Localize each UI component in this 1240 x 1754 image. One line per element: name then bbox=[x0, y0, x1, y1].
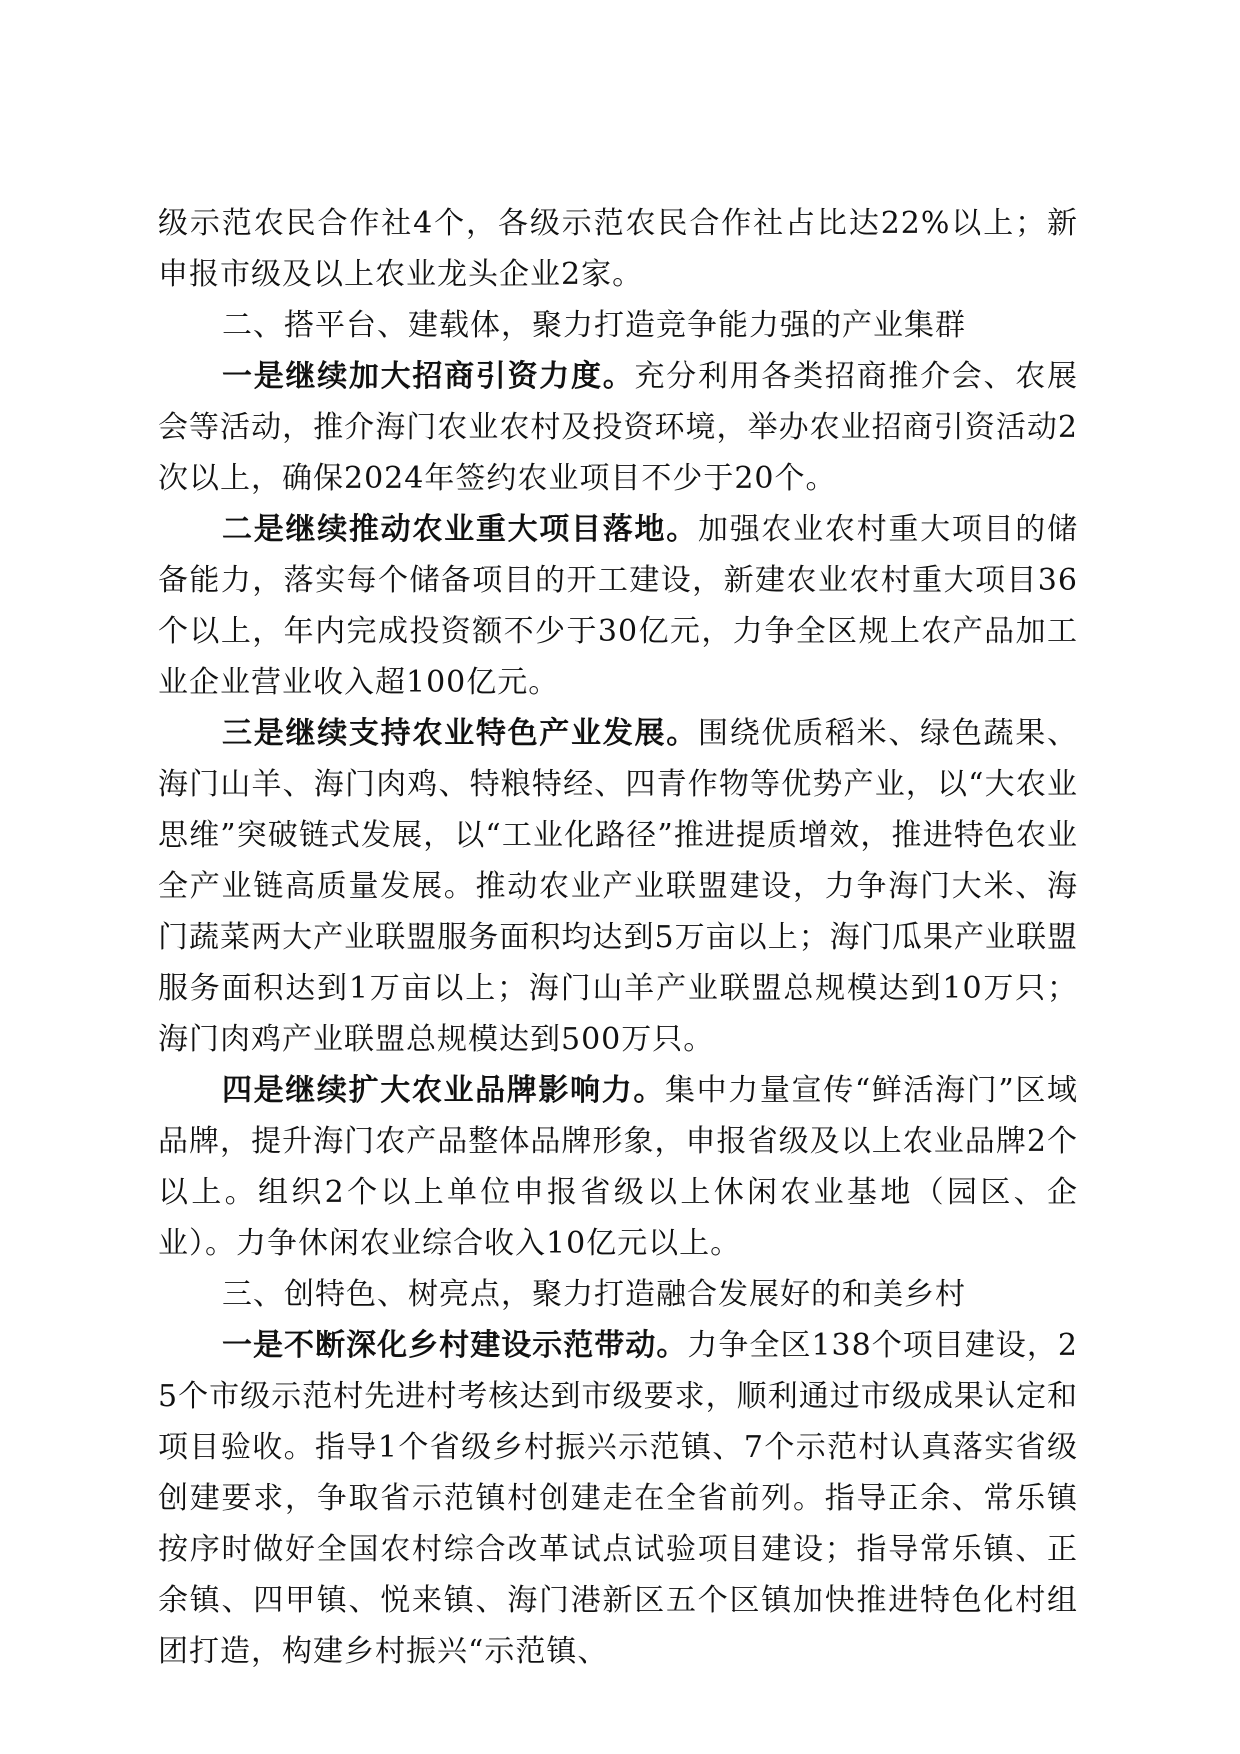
document-body bbox=[158, 198, 1078, 1677]
paragraph-text: 充分利用各类招商推介会、农展会等活动，推介海门农业农村及投资环境，举办农业招商引资活动2次以上，确保2024年签约农业项目不少于20个。 bbox=[158, 359, 1078, 496]
paragraph-lead: 一是继续加大招商引资力度。 bbox=[222, 359, 635, 394]
section-heading-beautiful-villages: 三、创特色、树亮点，聚力打造融合发展好的和美乡村 bbox=[222, 1277, 966, 1312]
paragraph-lead: 一是不断深化乡村建设示范带动。 bbox=[222, 1328, 688, 1363]
paragraph-investment-attraction bbox=[158, 351, 1078, 504]
paragraph-major-projects bbox=[158, 504, 1078, 708]
paragraph-lead: 二是继续推动农业重大项目落地。 bbox=[222, 512, 698, 547]
paragraph-lead: 三是继续支持农业特色产业发展。 bbox=[222, 716, 698, 751]
paragraph-characteristic-industry bbox=[158, 708, 1078, 1065]
paragraph-rural-demonstration bbox=[158, 1320, 1078, 1677]
paragraph-text: 集中力量宣传“鲜活海门”区域品牌，提升海门农产品整体品牌形象，申报省级及以上农业品牌2个以上。组织2个以上单位申报省级以上休闲农业基地（园区、企业）。力争休闲农业综合收入10亿元以上。 bbox=[158, 1073, 1078, 1261]
paragraph-text: 加强农业农村重大项目的储备能力，落实每个储备项目的开工建设，新建农业农村重大项目36个以上，年内完成投资额不少于30亿元，力争全区规上农产品加工业企业营业收入超100亿元。 bbox=[158, 512, 1079, 700]
section-heading-industry-cluster: 二、搭平台、建载体，聚力打造竞争能力强的产业集群 bbox=[222, 308, 966, 343]
paragraph-cooperative-targets bbox=[158, 198, 1078, 300]
paragraph-text: 力争全区138个项目建设，25个市级示范村先进村考核达到市级要求，顺利通过市级成果认定和项目验收。指导1个省级乡村振兴示范镇、7个示范村认真落实省级创建要求，争取省示范镇村创建走在全省前列。指导正余、常乐镇按序时做好全国农村综合改革试点试验项目建设；指导常乐镇、正余镇、四甲镇、悦来镇、海门港新区五个区镇加快推进特色化村组团打造，构建乡村振兴“示范镇、 bbox=[158, 1328, 1078, 1669]
paragraph-text: 级示范农民合作社4个，各级示范农民合作社占比达22%以上；新申报市级及以上农业龙头企业2家。 bbox=[158, 206, 1078, 292]
paragraph-brand-influence bbox=[158, 1065, 1078, 1269]
paragraph-text: 围绕优质稻米、绿色蔬果、海门山羊、海门肉鸡、特粮特经、四青作物等优势产业，以“大农业思维”突破链式发展，以“工业化路径”推进提质增效，推进特色农业全产业链高质量发展。推动农业产业联盟建设，力争海门大米、海门蔬菜两大产业联盟服务面积均达到5万亩以上；海门瓜果产业联盟服务面积达到1万亩以上；海门山羊产业联盟总规模达到10万只；海门肉鸡产业联盟总规模达到500万只。 bbox=[158, 716, 1079, 1057]
paragraph-lead: 四是继续扩大农业品牌影响力。 bbox=[222, 1073, 665, 1108]
